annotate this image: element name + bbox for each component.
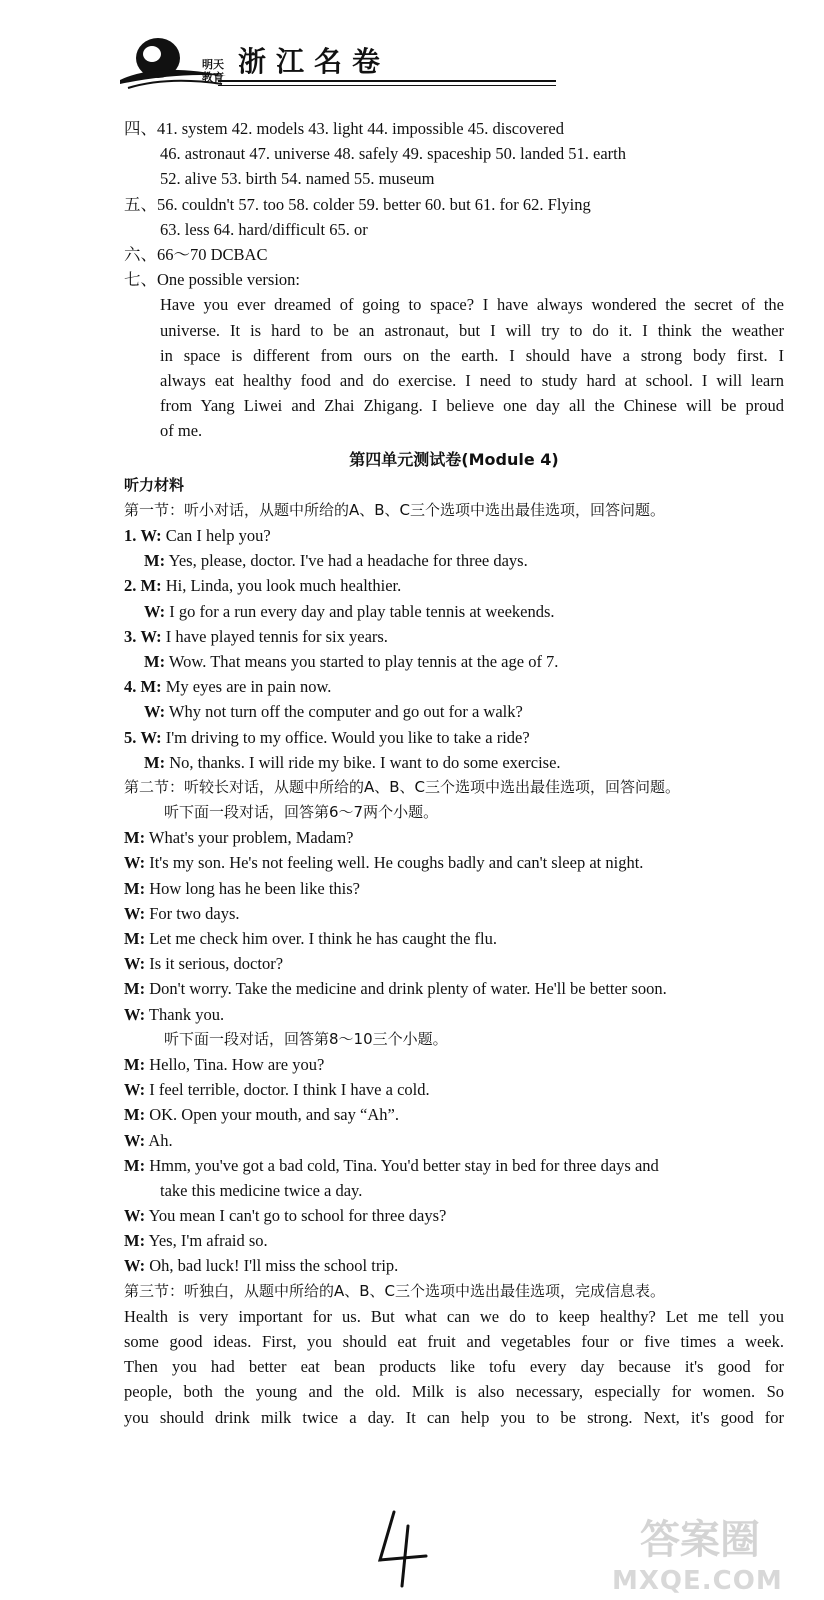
dialog-line: M: Wow. That means you started to play tennis at the age of 7. xyxy=(144,651,559,671)
essay-line: from Yang Liwei and Zhai Zhigang. I believe one day all the Chinese will be proud xyxy=(160,396,784,416)
dialog-line: W: I go for a run every day and play table tennis at weekends. xyxy=(144,601,555,621)
answer-line: 六、66～70 DCBAC xyxy=(124,244,268,264)
dialog-line: M: How long has he been like this? xyxy=(124,878,360,898)
dialog-line: 5. W: I'm driving to my office. Would you like to take a ride? xyxy=(124,727,530,747)
dialog-line: 3. W: I have played tennis for six years. xyxy=(124,626,388,646)
dialog-line: W: You mean I can't go to school for three days? xyxy=(124,1206,447,1226)
monologue-line: Health is very important for us. But what can we do to keep healthy? Let me tell you xyxy=(124,1306,784,1326)
monologue-line: people, both the young and the old. Milk is also necessary, especially for women. So xyxy=(124,1382,784,1402)
dialog-line: W: Why not turn off the computer and go out for a walk? xyxy=(144,702,523,722)
part2-instruction: 第二节：听较长对话，从题中所给的A、B、C三个选项中选出最佳选项，回答问题。 xyxy=(124,777,681,796)
essay xyxy=(124,292,784,443)
monologue-line: you should drink milk twice a day. It can help you to be strong. Next, it's good for xyxy=(124,1407,784,1427)
dialog-line: W: Thank you. xyxy=(124,1004,225,1024)
essay-line: universe. It is hard to be an astronaut, but I will try to do it. I think the weather xyxy=(160,320,784,340)
dialog-line: W: I feel terrible, doctor. I think I have a cold. xyxy=(124,1080,430,1100)
answer-line: 四、41. system 42. models 43. light 44. impossible 45. discovered xyxy=(124,119,564,138)
page-header xyxy=(118,30,448,102)
monologue xyxy=(124,1304,784,1430)
section-title: 第四单元测试卷(Module 4) xyxy=(349,450,559,470)
listening-heading: 听力材料 xyxy=(124,475,185,494)
watermark-chars: 答案圈 xyxy=(640,1517,760,1563)
dialog-line: take this medicine twice a day. xyxy=(160,1180,363,1200)
book-title: 浙江名卷 xyxy=(238,45,391,78)
header-divider xyxy=(218,80,556,82)
dialog-line: W: For two days. xyxy=(124,903,240,923)
part1-instruction: 第一节：听小对话，从题中所给的A、B、C三个选项中选出最佳选项，回答问题。 xyxy=(124,500,666,519)
dialog-line: M: OK. Open your mouth, and say “Ah”. xyxy=(124,1105,399,1125)
essay-line: in space is different from ours on the earth. I should have a strong body first. I xyxy=(160,345,784,365)
dialog-line: W: It's my son. He's not feeling well. He coughs badly and can't sleep at night. xyxy=(124,853,644,873)
essay-line: Have you ever dreamed of going to space? I have always wondered the secret of the xyxy=(160,295,784,315)
dialog-line: 2. M: Hi, Linda, you look much healthier. xyxy=(124,576,402,596)
answer-line: 五、56. couldn't 57. too 58. colder 59. better 60. but 61. for 62. Flying xyxy=(124,194,591,214)
dialog-line: M: What's your problem, Madam? xyxy=(124,828,354,848)
answer-line: 七、One possible version: xyxy=(124,270,300,290)
page-content xyxy=(124,116,784,1430)
dialog-line: M: Yes, please, doctor. I've had a headache for three days. xyxy=(144,551,528,571)
dialog-line: W: Is it serious, doctor? xyxy=(124,954,284,974)
part3-instruction: 第三节：听独白，从题中所给的A、B、C三个选项中选出最佳选项，完成信息表。 xyxy=(124,1281,666,1300)
answer-line: 63. less 64. hard/difficult 65. or xyxy=(160,219,368,239)
dialog-line: M: Let me check him over. I think he has caught the flu. xyxy=(124,929,497,948)
page-number xyxy=(372,1508,432,1588)
dialog-line: M: Yes, I'm afraid so. xyxy=(124,1231,268,1251)
dialog-line: W: Oh, bad luck! I'll miss the school trip. xyxy=(124,1256,399,1276)
header-divider-thin xyxy=(218,85,556,86)
dialog-line: M: Don't worry. Take the medicine and drink plenty of water. He'll be better soon. xyxy=(124,979,667,999)
answer-line: 52. alive 53. birth 54. named 55. museum xyxy=(160,169,435,189)
essay-line: always eat healthy food and do exercise. I need to study hard at school. I will learn xyxy=(160,370,784,390)
watermark-url: MXQE.COM xyxy=(612,1566,783,1596)
dialog-line: 1. W: Can I help you? xyxy=(124,526,271,545)
publisher-brand: 明天 教育 xyxy=(202,58,224,84)
dialog-line: W: Ah. xyxy=(124,1130,173,1150)
answer-line: 46. astronaut 47. universe 48. safely 49. spaceship 50. landed 51. earth xyxy=(160,144,627,164)
monologue-line: some good ideas. First, you should eat fruit and vegetables four or five times a week. xyxy=(124,1332,784,1351)
dialog-line: M: Hmm, you've got a bad cold, Tina. You'd better stay in bed for three days and xyxy=(124,1155,659,1175)
dialog-line: M: Hello, Tina. How are you? xyxy=(124,1054,325,1074)
monologue-line: Then you had better eat bean products like tofu every day because it's good for xyxy=(124,1357,784,1377)
dialog-intro: 听下面一段对话，回答第6～7两个小题。 xyxy=(164,803,439,822)
dialog-line: 4. M: My eyes are in pain now. xyxy=(124,677,332,697)
essay-line: of me. xyxy=(160,421,203,441)
dialog-line: M: No, thanks. I will ride my bike. I want to do some exercise. xyxy=(144,752,561,772)
watermark xyxy=(612,1508,816,1596)
dialog-intro: 听下面一段对话，回答第8～10三个小题。 xyxy=(164,1029,448,1048)
